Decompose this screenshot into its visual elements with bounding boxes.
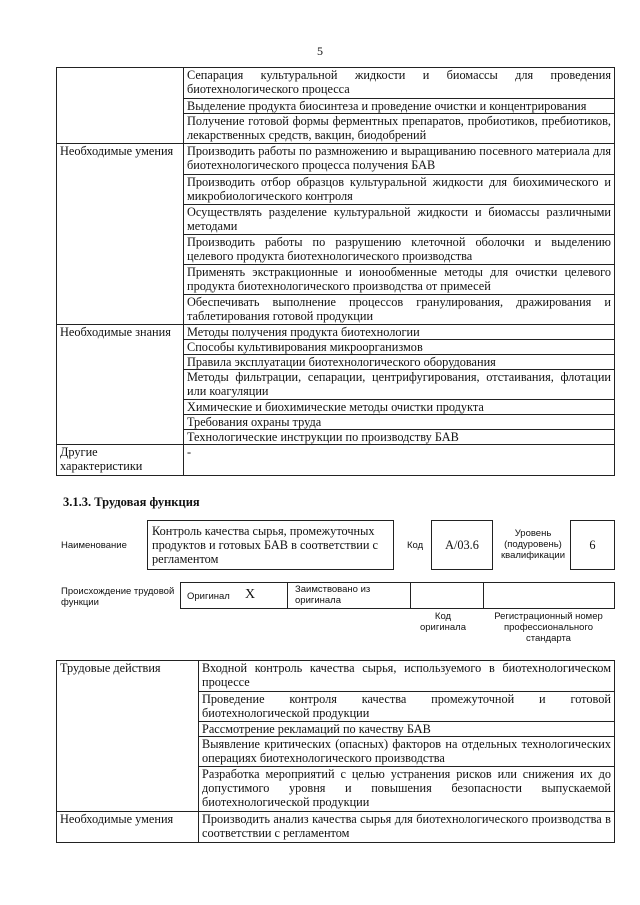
table-cell: Применять экстракционные и ионообменные методы для очистки целевого продукта биотехнологического производства от примесей [184, 265, 615, 295]
table-cell: Производить работы по размножению и выращиванию посевного материала для биотехнологического процесса получения БАВ [184, 144, 615, 175]
table-cell: Производить работы по разрушению клеточной оболочки и выделению целевого продукта биотехнологического производства [184, 235, 615, 265]
name-label: Наименование [61, 540, 127, 551]
table-row [57, 144, 615, 175]
divider [483, 582, 484, 609]
code-label: Код [407, 540, 424, 551]
table-cell: Методы получения продукта биотехнологии [184, 325, 615, 340]
table-cell: Методы фильтрации, сепарации, центрифугирования, отстаивания, флотации или коагуляции [184, 370, 615, 400]
table-row [57, 445, 615, 476]
row-label [57, 68, 184, 144]
table-row [57, 325, 615, 340]
table-cell: Производить отбор образцов культуральной жидкости для биохимического и микробиологического контроля [184, 175, 615, 205]
table-cell: Технологические инструкции по производству БАВ [184, 430, 615, 445]
table-cell: Получение готовой формы ферментных препаратов, пробиотиков, пребиотиков, лекарственных средств, вакцин, биодобрений [184, 114, 615, 144]
table-row [57, 661, 615, 692]
table-cell: Способы культивирования микроорганизмов [184, 340, 615, 355]
borrowed-label: Заимствовано из оригинала [295, 584, 371, 606]
table-cell: Разработка мероприятий с целью устранения рисков или снижения их до допустимого уровня и повышения безопасности выпускаемой биотехнологической продукции [199, 767, 615, 812]
code-value: A/03.6 [445, 538, 479, 552]
table-row [57, 812, 615, 843]
level-label: Уровень (подуровень) квалификации [500, 528, 566, 561]
table-cell: Рассмотрение рекламаций по качеству БАВ [199, 722, 615, 737]
origin-table [180, 582, 615, 609]
divider [287, 582, 288, 609]
table-cell: Выделение продукта биосинтеза и проведение очистки и концентрирования [184, 99, 615, 114]
function-name-value: Контроль качества сырья, промежуточных продуктов и готовых БАВ в соответствии с регламентом [152, 524, 378, 566]
page-number: 5 [317, 44, 323, 58]
table-cell: Выявление критических (опасных) факторов на отдельных технологических операциях биотехнологического производства [199, 737, 615, 767]
row-label-actions: Трудовые действия [57, 661, 199, 812]
skills-knowledge-table [56, 67, 615, 476]
level-value: 6 [589, 538, 596, 552]
table-cell: - [184, 445, 615, 476]
divider [410, 582, 411, 609]
labor-actions-table [56, 660, 615, 843]
function-name-box [147, 520, 394, 570]
table-cell: Проведение контроля качества промежуточной и готовой биотехнологической продукции [199, 692, 615, 722]
table-cell: Правила эксплуатации биотехнологического оборудования [184, 355, 615, 370]
table-cell: Требования охраны труда [184, 415, 615, 430]
original-label: Оригинал [187, 591, 230, 602]
code-original-label: Код оригинала [419, 611, 466, 633]
table-cell: Сепарация культуральной жидкости и биомассы для проведения биотехнологического процесса [184, 68, 615, 99]
original-mark: X [245, 587, 256, 602]
table-cell: Осуществлять разделение культуральной жидкости и биомассы различными методами [184, 205, 615, 235]
code-box [431, 520, 493, 570]
row-label-skills: Необходимые умения [57, 144, 184, 325]
reg-number-label: Регистрационный номер профессионального стандарта [494, 611, 603, 644]
section-title: 3.1.3. Трудовая функция [63, 495, 200, 509]
origin-label: Происхождение трудовой функции [61, 586, 175, 608]
table-cell: Обеспечивать выполнение процессов гранулирования, дражирования и таблетирования готовой продукции [184, 295, 615, 325]
row-label-skills-2: Необходимые умения [57, 812, 199, 843]
table-cell: Входной контроль качества сырья, используемого в биотехнологическом процессе [199, 661, 615, 692]
table-row [57, 68, 615, 99]
table-cell: Химические и биохимические методы очистки продукта [184, 400, 615, 415]
row-label-other: Другие характеристики [57, 445, 184, 476]
row-label-knowledge: Необходимые знания [57, 325, 184, 445]
level-box [570, 520, 615, 570]
table-cell: Производить анализ качества сырья для биотехнологического производства в соответствии с регламентом [199, 812, 615, 843]
